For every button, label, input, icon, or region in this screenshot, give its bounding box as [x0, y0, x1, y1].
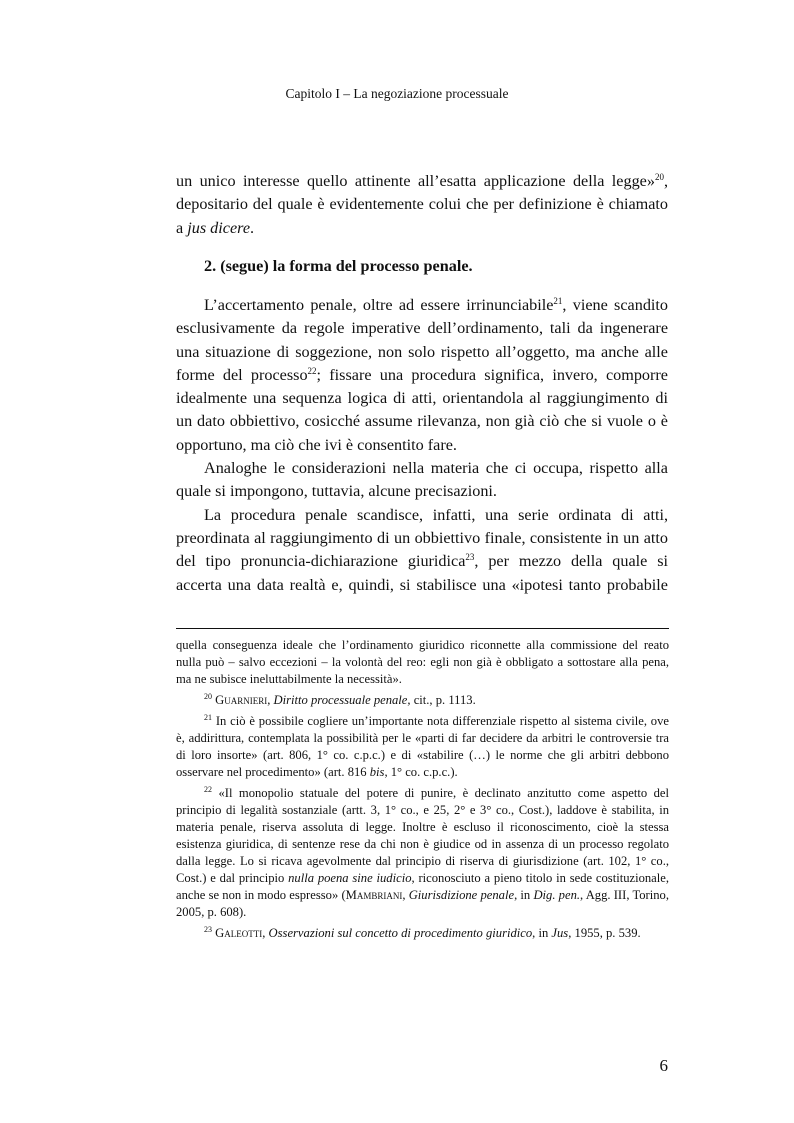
paragraph-2: L’accertamento penale, oltre ad essere irrinunciabile$^{21}$, viene scandito esclusivamente da regole imperative dell’ordinamento, tali da ingenerare una situazione di soggezione, non solo rispetto all’oggetto, ma anche alle forme del processo$^{22}$; fissare una procedura significa, invero, comporre idealmente una sequenza logica di atti, orientandola al raggiungimento di un dato obbiettivo, cosicché assume rilevanza, non già ciò che si vuole o è opportuno, ma ciò che ivi è consentito fare.	[176, 296, 668, 454]
footnote-23: $^{23}$ Galeotti, Osservazioni sul concetto di procedimento giuridico, in Jus, 1955, p. 539.	[204, 925, 641, 940]
footnote-continued: quella conseguenza ideale che l’ordinamento giuridico riconnette alla commissione del reato nulla può – salvo eccezioni – la volontà del reo: egli non già è obbligato a sottostare alla pena, ma ne subisce ineluttabilmente la necessità».	[176, 638, 669, 686]
footnote-ref-20[interactable]: 20	[654, 172, 664, 182]
paragraph-4: La procedura penale scandisce, infatti, una serie ordinata di atti, preordinata al raggiungimento di un obbiettivo finale, consistente in un atto del tipo pronuncia-dichiarazione giuridica$^{23}$, per mezzo della quale si accerta una data realtà e, quindi, si stabilisce una «ipotesi tanto probabile	[176, 505, 669, 594]
footnote-22: $^{22}$ «Il monopolio statuale del potere di punire, è declinato anzitutto come aspetto del principio di legalità sostanziale (artt. 3, 1° co., e 25, 2° e 3° co., Cost.), laddove è stabilita, in materia penale, riserva assoluta di legge. Inoltre è escluso il riconoscimento, cioè la stessa esistenza giuridica, di sentenze rese da chi non è giudice od in assenza di un processo regolato dalla legge. Lo si ricava agevolmente dal principio di riserva di giurisdizione (art. 102, 1° co., Cost.) e dal principio nulla poena sine iudicio, riconosciuto a pieno titolo in sede costituzionale, anche se non in modo espresso» (Mambriani, Giurisdizione penale, in Dig. pen., Agg. III, Torino, 2005, p. 608).	[176, 785, 669, 919]
footnote-separator	[176, 628, 669, 629]
footnote-ref-21[interactable]: 21	[553, 296, 563, 306]
footnote-20: $^{20}$ Guarnieri, Diritto processuale penale, cit., p. 1113.	[204, 692, 476, 707]
page-number: 6	[659, 1056, 668, 1075]
footnote-21: $^{21}$ In ciò è possibile cogliere un’importante nota differenziale rispetto al sistema civile, ove è, addirittura, contemplata la possibilità per le «parti di far decidere da arbitri le controversie tra di loro insorte» (art. 806, 1° co. c.p.c.) e di «stabilire (…) le norme che gli arbitri debbono osservare nel procedimento» (art. 816 bis, 1° co. c.p.c.).	[176, 713, 669, 779]
footnote-ref-23[interactable]: 23	[465, 552, 475, 563]
footnote-ref-22[interactable]: 22	[307, 365, 317, 376]
running-header: Capitolo I – La negoziazione processuale	[285, 86, 509, 101]
section-heading: 2. (segue) la forma del processo penale.	[204, 257, 473, 275]
paragraph-3: Analoghe le considerazioni nella materia che ci occupa, rispetto alla quale si impongono, tuttavia, alcune precisazioni.	[176, 459, 668, 501]
body-text	[176, 294, 668, 597]
paragraph-1: un unico interesse quello attinente all’esatta applicazione della legge»$^{20}$, depositario del quale è evidentemente colui che per definizione è chiamato a jus dicere.	[176, 172, 668, 237]
footnotes	[176, 637, 669, 942]
